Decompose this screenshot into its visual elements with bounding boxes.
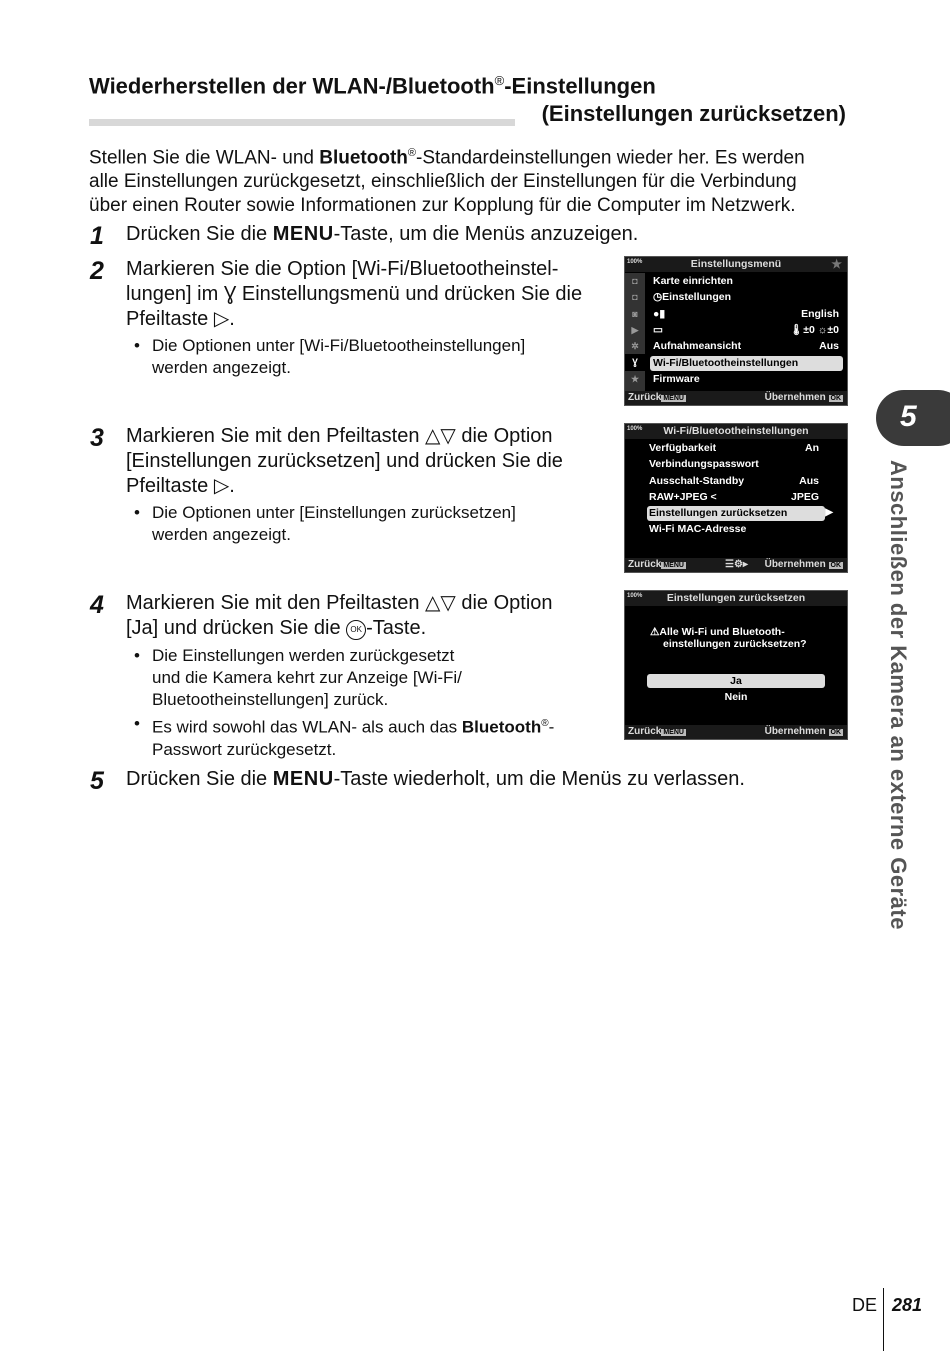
row-label: RAW+JPEG < bbox=[649, 491, 717, 503]
step-number: 5 bbox=[90, 767, 104, 795]
star-icon: ★ bbox=[831, 257, 842, 271]
t: Markieren Sie mit den Pfeiltasten △▽ die Option bbox=[126, 425, 553, 447]
row-label: Einstellungen zurücksetzen bbox=[649, 507, 788, 519]
screen-title: Einstellungsmenü bbox=[625, 257, 847, 272]
row-label: Wi-Fi/Bluetootheinstellungen bbox=[653, 357, 799, 369]
menu-row[interactable] bbox=[653, 290, 843, 305]
menu-button-label: MENU bbox=[272, 223, 334, 245]
wrench-icon: Ɣ bbox=[223, 283, 237, 305]
playback-icon: ▶ bbox=[631, 324, 639, 335]
step-number: 3 bbox=[90, 424, 104, 452]
t: Markieren Sie die Option [Wi-Fi/Bluetootheinstel- bbox=[126, 258, 559, 280]
camera-screen-wifi-bluetooth bbox=[624, 423, 848, 573]
t: Bluetooth bbox=[319, 147, 408, 169]
t: - bbox=[548, 717, 555, 737]
ok-tag: OK bbox=[830, 395, 841, 402]
row-value: Aus bbox=[799, 475, 819, 487]
menu-tag: MENU bbox=[663, 562, 684, 569]
back-label: Zurück bbox=[628, 392, 662, 403]
apply-label: Übernehmen bbox=[764, 392, 826, 403]
battery-indicator: 100% bbox=[627, 426, 643, 432]
menu-row[interactable] bbox=[653, 372, 843, 387]
t: ® bbox=[407, 147, 416, 159]
row-label: Verbindungspasswort bbox=[649, 458, 759, 470]
chapter-number: 5 bbox=[900, 400, 917, 433]
t: alle Einstellungen zurückgesetzt, einschließlich der Einstellungen für die Verbindung bbox=[89, 171, 797, 193]
row-value: JPEG bbox=[790, 491, 819, 503]
apply-label: Übernehmen bbox=[764, 559, 826, 570]
bullet: • Die Optionen unter [Wi-Fi/Bluetootheinstellungen] werden angezeigt. bbox=[134, 336, 526, 377]
row-label: Wi-Fi MAC-Adresse bbox=[649, 523, 747, 535]
t: Passwort zurückgesetzt. bbox=[152, 739, 337, 759]
t: -Standardeinstellungen wieder her. Es werden bbox=[416, 147, 805, 169]
title-rule bbox=[89, 119, 515, 126]
video-icon: ◙ bbox=[632, 308, 638, 319]
t: -Taste wiederholt, um die Menüs zu verlassen. bbox=[333, 768, 745, 790]
menu-button-label: MENU bbox=[272, 768, 334, 790]
back-label: Zurück bbox=[628, 559, 662, 570]
t: -Taste, um die Menüs anzuzeigen. bbox=[333, 223, 639, 245]
section-title bbox=[89, 73, 656, 99]
menu-row[interactable] bbox=[649, 490, 823, 505]
t: über einen Router sowie Informationen zur Kopplung für die Computer im Netzwerk. bbox=[89, 195, 796, 217]
t: Pfeiltaste ▷. bbox=[126, 475, 235, 497]
title-part: -Einstellungen bbox=[504, 73, 656, 99]
camera-icon: ◘ bbox=[632, 276, 638, 286]
row-label: ●▮ bbox=[653, 308, 666, 320]
row-label: Firmware bbox=[653, 373, 700, 385]
menu-row-selected[interactable] bbox=[650, 356, 843, 371]
t: Alle Wi-Fi und Bluetooth- bbox=[659, 626, 785, 638]
apply-label: Übernehmen bbox=[764, 726, 826, 737]
t: Pfeiltaste ▷. bbox=[126, 308, 235, 330]
footer-divider bbox=[883, 1288, 884, 1351]
chapter-title: Anschließen der Kamera an externe Geräte bbox=[886, 460, 911, 930]
warning-icon: ⚠ bbox=[650, 626, 660, 638]
row-label: Verfügbarkeit bbox=[649, 442, 717, 454]
arrow-right-icon: ▶ bbox=[825, 507, 833, 518]
step-3-text bbox=[126, 424, 616, 499]
t: Es wird sowohl das WLAN- als auch das bbox=[152, 717, 462, 737]
t: -Taste. bbox=[366, 617, 427, 639]
camera-screen-settings-menu bbox=[624, 256, 848, 406]
row-value: 🌡±0 ☼±0 bbox=[789, 324, 839, 336]
t: Bluetooth bbox=[461, 717, 542, 737]
ok-tag: OK bbox=[830, 729, 841, 736]
menu-row[interactable] bbox=[653, 307, 843, 322]
row-label: Ausschalt-Standby bbox=[649, 475, 745, 487]
reg-mark: ® bbox=[494, 73, 505, 88]
step-number: 1 bbox=[90, 222, 104, 250]
t: werden angezeigt. bbox=[152, 358, 291, 377]
screen-footer bbox=[625, 558, 847, 572]
confirm-question bbox=[650, 626, 807, 650]
bullet: • Die Optionen unter [Einstellungen zurücksetzen] werden angezeigt. bbox=[134, 503, 516, 544]
t: Bluetootheinstellungen] zurück. bbox=[152, 690, 389, 709]
back-label: Zurück bbox=[628, 726, 662, 737]
battery-indicator: 100% bbox=[627, 259, 643, 265]
step-number: 4 bbox=[90, 591, 104, 619]
bullet: • Die Einstellungen werden zurückgesetzt und die Kamera kehrt zur Anzeige [Wi-Fi/ Bluetootheinstellungen] zurück. bbox=[134, 646, 462, 709]
row-value: English bbox=[801, 308, 839, 320]
menu-tag: MENU bbox=[663, 729, 684, 736]
t: Markieren Sie mit den Pfeiltasten △▽ die Option bbox=[126, 592, 553, 614]
step-4-text bbox=[126, 591, 616, 641]
menu-row[interactable] bbox=[649, 441, 823, 456]
camera-icon: ◘ bbox=[632, 292, 638, 303]
menu-row[interactable] bbox=[649, 457, 823, 472]
row-label: Aufnahmeansicht bbox=[653, 340, 742, 352]
menu-tag: MENU bbox=[663, 395, 684, 402]
ok-button-icon: OK bbox=[346, 620, 366, 640]
title-part: Wiederherstellen der WLAN-/Bluetooth bbox=[89, 73, 495, 99]
row-label: ▭ bbox=[653, 324, 663, 336]
t: Einstellungsmenü und drücken Sie die bbox=[236, 283, 583, 305]
t: Die Optionen unter [Einstellungen zurücksetzen] bbox=[152, 503, 516, 522]
menu-tabs bbox=[625, 273, 645, 391]
menu-row-selected[interactable] bbox=[647, 506, 825, 521]
menu-row[interactable] bbox=[653, 323, 843, 338]
row-label: Karte einrichten bbox=[653, 275, 733, 287]
t: [Ja] und drücken Sie die bbox=[126, 617, 347, 639]
bullet: • Es wird sowohl das WLAN- als auch das Bluetooth®- Passwort zurückgesetzt. bbox=[134, 714, 555, 759]
row-value: An bbox=[805, 442, 819, 454]
t: Drücken Sie die bbox=[126, 223, 273, 245]
t: lungen] im bbox=[126, 283, 224, 305]
t: [Einstellungen zurücksetzen] und drücken Sie die bbox=[126, 450, 563, 472]
intro-text bbox=[89, 141, 849, 218]
step-number: 2 bbox=[90, 257, 104, 285]
screen-title: Einstellungen zurücksetzen bbox=[625, 591, 847, 606]
menu-row[interactable] bbox=[653, 274, 843, 289]
page-number: 281 bbox=[892, 1295, 923, 1315]
row-label: ◷Einstellungen bbox=[653, 291, 732, 303]
no-option[interactable]: Nein bbox=[724, 691, 748, 703]
chapter-tab bbox=[876, 390, 950, 446]
step-5-text bbox=[126, 767, 745, 792]
battery-indicator: 100% bbox=[627, 593, 643, 599]
menu-row[interactable] bbox=[653, 339, 843, 354]
t: Die Optionen unter [Wi-Fi/Bluetootheinstellungen] bbox=[152, 336, 526, 355]
t: und die Kamera kehrt zur Anzeige [Wi-Fi/ bbox=[152, 668, 462, 687]
menu-row[interactable] bbox=[649, 474, 823, 489]
screen-footer bbox=[625, 725, 847, 739]
yes-option[interactable]: Ja bbox=[647, 674, 825, 688]
t: werden angezeigt. bbox=[152, 525, 291, 544]
screen-title: Wi-Fi/Bluetootheinstellungen bbox=[625, 424, 847, 439]
language-label: DE bbox=[852, 1295, 878, 1315]
custom-gear-icon: ✲ bbox=[631, 341, 639, 352]
t: einstellungen zurücksetzen? bbox=[663, 638, 807, 650]
row-value: Aus bbox=[819, 340, 839, 352]
ok-tag: OK bbox=[830, 562, 841, 569]
section-subtitle: (Einstellungen zurücksetzen) bbox=[541, 101, 846, 126]
info-settings-icon: ☰⚙▸ bbox=[725, 559, 748, 570]
camera-screen-reset-confirm bbox=[624, 590, 848, 740]
step-1-text bbox=[126, 222, 638, 247]
menu-row[interactable] bbox=[649, 522, 823, 537]
t: ® bbox=[541, 718, 549, 729]
t: Drücken Sie die bbox=[126, 768, 273, 790]
step-2-text bbox=[126, 257, 616, 332]
t: Stellen Sie die WLAN- und bbox=[89, 147, 320, 169]
screen-footer bbox=[625, 391, 847, 405]
star-icon: ★ bbox=[630, 373, 640, 384]
t: Die Einstellungen werden zurückgesetzt bbox=[152, 646, 455, 665]
wrench-icon: Ɣ bbox=[625, 354, 645, 370]
